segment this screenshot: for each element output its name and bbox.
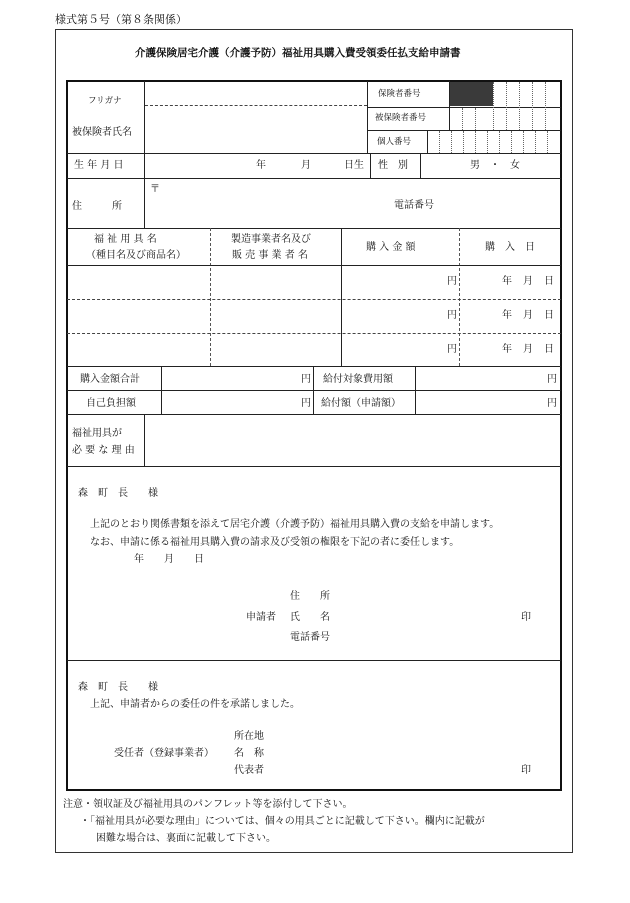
- sex-label: 性 別: [378, 160, 408, 171]
- row2-day: 日: [544, 310, 554, 321]
- row3-yen: 円: [447, 344, 457, 355]
- maker-header-line1: 製造事業者名及び: [231, 234, 311, 245]
- application-text-line2: なお、申請に係る福祉用具購入費の請求及び受領の権限を下記の者に委任します。: [90, 537, 460, 548]
- birth-year: 年: [256, 160, 266, 171]
- agent-label: 受任者（登録事業者）: [114, 748, 214, 759]
- maker-header-line2: 販 売 事 業 者 名: [232, 250, 308, 261]
- applicant-name-label: 氏 名: [290, 612, 330, 623]
- insured-name-label: 被保険者氏名: [72, 127, 132, 138]
- covered-amount-label: 給付対象費用額: [323, 374, 393, 385]
- phone-label: 電話番号: [394, 200, 434, 211]
- acceptance-text: 上記、申請者からの委任の件を承諾しました。: [90, 699, 300, 710]
- form-title: 介護保険居宅介護（介護予防）福祉用具購入費受領委任払支給申請書: [135, 47, 461, 59]
- insurer-number-shaded: [450, 82, 493, 106]
- benefit-amount-yen: 円: [547, 398, 557, 409]
- agent-seal: 印: [521, 765, 531, 776]
- date-header: 購 入 日: [485, 242, 535, 253]
- application-addressee: 森 町 長 様: [78, 488, 158, 499]
- insurer-number-label: 保険者番号: [378, 89, 421, 99]
- address-field[interactable]: [162, 181, 552, 225]
- row1-day: 日: [544, 276, 554, 287]
- applicant-address-label: 住 所: [290, 591, 330, 602]
- birth-day: 日生: [344, 160, 364, 171]
- covered-amount-yen: 円: [547, 374, 557, 385]
- applicant-label: 申請者: [246, 612, 276, 623]
- address-label: 住 所: [72, 201, 122, 212]
- postal-mark: 〒: [150, 184, 160, 195]
- agent-name-label: 名 称: [234, 748, 264, 759]
- application-date: 年 月 日: [134, 554, 204, 565]
- applicant-seal: 印: [521, 612, 531, 623]
- item-header-line2: （種目名及び商品名）: [86, 250, 186, 261]
- form-code: 様式第５号（第８条関係）: [55, 13, 187, 26]
- total-amount-yen: 円: [301, 374, 311, 385]
- reason-label-line1: 福祉用具が: [72, 428, 122, 439]
- self-pay-label: 自己負担額: [86, 398, 136, 409]
- row1-year: 年: [502, 276, 512, 287]
- total-amount-label: 購入金額合計: [80, 374, 140, 385]
- applicant-phone-label: 電話番号: [290, 632, 330, 643]
- insured-number-label: 被保険者番号: [375, 113, 427, 123]
- row2-year: 年: [502, 310, 512, 321]
- personal-number-label: 個人番号: [377, 137, 412, 147]
- amount-header: 購 入 金 額: [366, 242, 416, 253]
- item-header-line1: 福 祉 用 具 名: [94, 234, 157, 245]
- birth-month: 月: [301, 160, 311, 171]
- furigana-label: フリガナ: [88, 96, 122, 106]
- row2-yen: 円: [447, 310, 457, 321]
- note-line1: 注意・領収証及び福祉用具のパンフレット等を添付して下さい。: [63, 799, 353, 810]
- row3-year: 年: [502, 344, 512, 355]
- reason-field[interactable]: [148, 417, 558, 463]
- insured-name-field[interactable]: [146, 108, 364, 151]
- reason-label-line2: 必 要 な 理 由: [72, 445, 135, 456]
- agent-location-label: 所在地: [234, 731, 264, 742]
- application-text-line1: 上記のとおり関係書類を添えて居宅介護（介護予防）福祉用具購入費の支給を申請します。: [90, 519, 500, 530]
- row2-month: 月: [523, 310, 533, 321]
- birth-label: 生 年 月 日: [74, 160, 124, 171]
- note-line2: ・「福祉用具が必要な理由」については、個々の用具ごとに記載して下さい。欄内に記載が: [80, 816, 485, 827]
- acceptance-addressee: 森 町 長 様: [78, 682, 158, 693]
- note-line3: 困難な場合は、裏面に記載して下さい。: [96, 833, 276, 844]
- agent-representative-label: 代表者: [234, 765, 264, 776]
- benefit-amount-label: 給付額（申請額）: [321, 398, 401, 409]
- sex-options[interactable]: 男 ・ 女: [470, 160, 520, 171]
- furigana-field[interactable]: [146, 84, 364, 104]
- row3-day: 日: [544, 344, 554, 355]
- self-pay-yen: 円: [301, 398, 311, 409]
- row3-month: 月: [523, 344, 533, 355]
- row1-yen: 円: [447, 276, 457, 287]
- row1-month: 月: [523, 276, 533, 287]
